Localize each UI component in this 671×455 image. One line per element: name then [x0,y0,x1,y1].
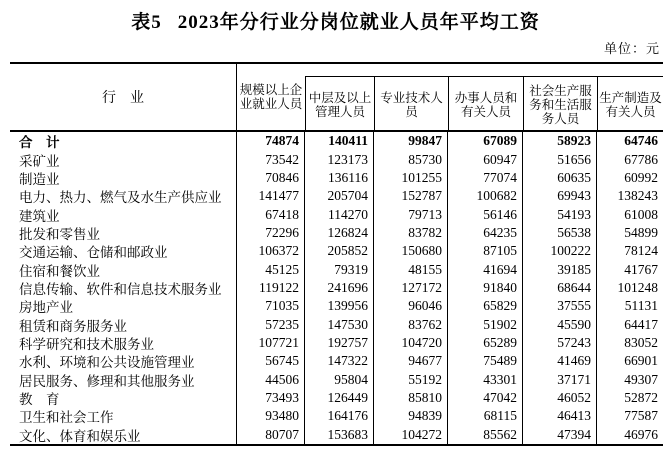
value-cell: 54193 [523,205,597,223]
value-cell: 51902 [448,315,523,333]
value-cell: 37555 [523,297,597,315]
column-header-management: 中层及以上管理人员 [305,76,374,132]
value-cell: 66901 [624,353,658,369]
value-cell: 64235 [448,224,523,242]
unit-label: 单位：元 [603,41,660,56]
column-header-total-employees: 规模以上企业就业人员 [239,83,303,111]
value-cell: 45125 [237,260,305,278]
value-cell: 79713 [374,205,448,223]
table-row [10,150,663,168]
value-cell: 55192 [374,370,448,388]
value-cell: 85810 [374,389,448,407]
column-header-production: 生产制造及有关人员 [597,76,663,132]
value-cell: 85562 [448,426,523,444]
value-cell: 100682 [448,187,523,205]
table-row [10,315,663,333]
column-header-clerical: 办事人员和有关人员 [448,76,523,132]
value-cell: 147530 [305,315,374,333]
value-cell: 48155 [374,260,448,278]
table-row [10,297,663,315]
industry-label: 合 计 [10,132,237,150]
value-cell: 77074 [448,169,523,187]
value-cell: 46052 [523,389,597,407]
value-cell: 67418 [237,205,305,223]
value-cell: 127172 [374,279,448,297]
value-cell: 147322 [305,352,374,370]
value-cell: 94839 [374,407,448,425]
table-row [10,334,663,352]
value-cell: 39185 [523,260,597,278]
table-row [10,205,663,223]
value-cell: 44506 [237,370,305,388]
value-cell: 65289 [448,334,523,352]
value-cell: 46976 [624,426,658,442]
industry-label: 卫生和社会工作 [10,407,237,425]
value-cell: 153683 [305,426,374,444]
value-cell: 58923 [523,132,597,150]
value-cell: 83762 [374,315,448,333]
value-cell: 57235 [237,315,305,333]
value-cell: 126449 [305,389,374,407]
value-cell: 68644 [523,279,597,297]
value-cell: 107721 [237,334,305,352]
value-cell: 47394 [523,426,597,444]
table-row [10,242,663,260]
value-cell: 56538 [523,224,597,242]
value-cell: 150680 [374,242,448,260]
table-row [10,260,663,278]
value-cell: 241696 [305,279,374,297]
value-cell: 45590 [523,315,597,333]
value-cell: 100222 [523,242,597,260]
industry-label: 文化、体育和娱乐业 [10,426,237,444]
industry-label: 房地产业 [10,297,237,315]
value-cell: 205852 [305,242,374,260]
value-cell: 104272 [374,426,448,444]
value-cell: 192757 [305,334,374,352]
value-cell: 51131 [624,298,658,314]
value-cell: 78124 [624,243,658,259]
value-cell: 60992 [624,169,658,185]
value-cell: 67786 [624,151,658,167]
value-cell: 91840 [448,279,523,297]
value-cell: 64746 [624,133,658,149]
industry-column-header: 行 业 [10,64,237,130]
table-row [10,279,663,297]
industry-label: 制造业 [10,169,237,187]
value-cell: 96046 [374,297,448,315]
table-row [10,407,663,425]
value-cell: 101248 [617,279,658,295]
value-cell: 139956 [305,297,374,315]
value-cell: 56745 [237,352,305,370]
industry-label: 信息传输、软件和信息技术服务业 [10,279,237,297]
value-cell: 72296 [237,224,305,242]
value-cell: 138243 [617,188,658,204]
table-row [10,169,663,187]
table-number: 表5 [131,12,162,33]
value-cell: 106372 [237,242,305,260]
value-cell: 54899 [624,224,658,240]
value-cell: 101255 [374,169,448,187]
value-cell: 80707 [237,426,305,444]
value-cell: 75489 [448,352,523,370]
value-cell: 60635 [523,169,597,187]
value-cell: 46413 [523,407,597,425]
column-header-technical: 专业技术人员 [374,76,448,132]
value-cell: 93480 [237,407,305,425]
value-cell: 164176 [305,407,374,425]
value-cell: 52872 [624,389,658,405]
value-cell: 49307 [624,371,658,387]
value-cell: 47042 [448,389,523,407]
value-cell: 140411 [305,132,374,150]
value-cell: 64417 [624,316,658,332]
value-cell: 71035 [237,297,305,315]
industry-label: 水利、环境和公共设施管理业 [10,352,237,370]
table-row [10,389,663,407]
title-text: 2023年分行业分岗位就业人员年平均工资 [177,12,540,33]
value-cell: 126824 [305,224,374,242]
value-cell: 79319 [305,260,374,278]
value-cell: 73542 [237,150,305,168]
industry-label: 批发和零售业 [10,224,237,242]
value-cell: 119122 [237,279,305,297]
value-cell: 41767 [624,261,658,277]
value-cell: 37171 [523,370,597,388]
value-cell: 60947 [448,150,523,168]
value-cell: 51656 [523,150,597,168]
value-cell: 73493 [237,389,305,407]
value-cell: 123173 [305,150,374,168]
industry-label: 居民服务、修理和其他服务业 [10,370,237,388]
value-cell: 70846 [237,169,305,187]
value-cell: 65829 [448,297,523,315]
value-cell: 41694 [448,260,523,278]
value-cell: 57243 [523,334,597,352]
value-cell: 152787 [374,187,448,205]
value-cell: 85730 [374,150,448,168]
value-cell: 69943 [523,187,597,205]
table-header [10,64,663,132]
value-cell: 56146 [448,205,523,223]
value-cell: 205704 [305,187,374,205]
industry-label: 租赁和商务服务业 [10,315,237,333]
table-body [10,132,663,444]
industry-label: 住宿和餐饮业 [10,260,237,278]
value-cell: 41469 [523,352,597,370]
value-cell: 114270 [305,205,374,223]
value-cell: 95804 [305,370,374,388]
industry-label: 电力、热力、燃气及水生产供应业 [10,187,237,205]
industry-label: 科学研究和技术服务业 [10,334,237,352]
value-cell: 61008 [624,206,658,222]
value-cell: 141477 [237,187,305,205]
value-cell: 67089 [448,132,523,150]
value-cell: 83052 [624,334,658,350]
value-cell: 136116 [305,169,374,187]
table-row [10,187,663,205]
value-cell: 94677 [374,352,448,370]
page-title [0,7,671,34]
industry-label: 建筑业 [10,205,237,223]
table-row [10,370,663,388]
table-row [10,352,663,370]
value-cell: 68115 [448,407,523,425]
industry-label: 交通运输、仓储和邮政业 [10,242,237,260]
value-cell: 77587 [624,408,658,424]
value-cell: 43301 [448,370,523,388]
value-cell: 99847 [374,132,448,150]
table-row [10,224,663,242]
value-cell: 83782 [374,224,448,242]
table-row [10,426,663,444]
column-header-service: 社会生产服务和生活服务人员 [523,76,597,132]
industry-label: 教 育 [10,389,237,407]
value-cell: 104720 [374,334,448,352]
table-row [10,132,663,150]
industry-label: 采矿业 [10,150,237,168]
value-cell: 87105 [448,242,523,260]
wage-table [10,62,663,446]
value-cell: 74874 [237,132,305,150]
